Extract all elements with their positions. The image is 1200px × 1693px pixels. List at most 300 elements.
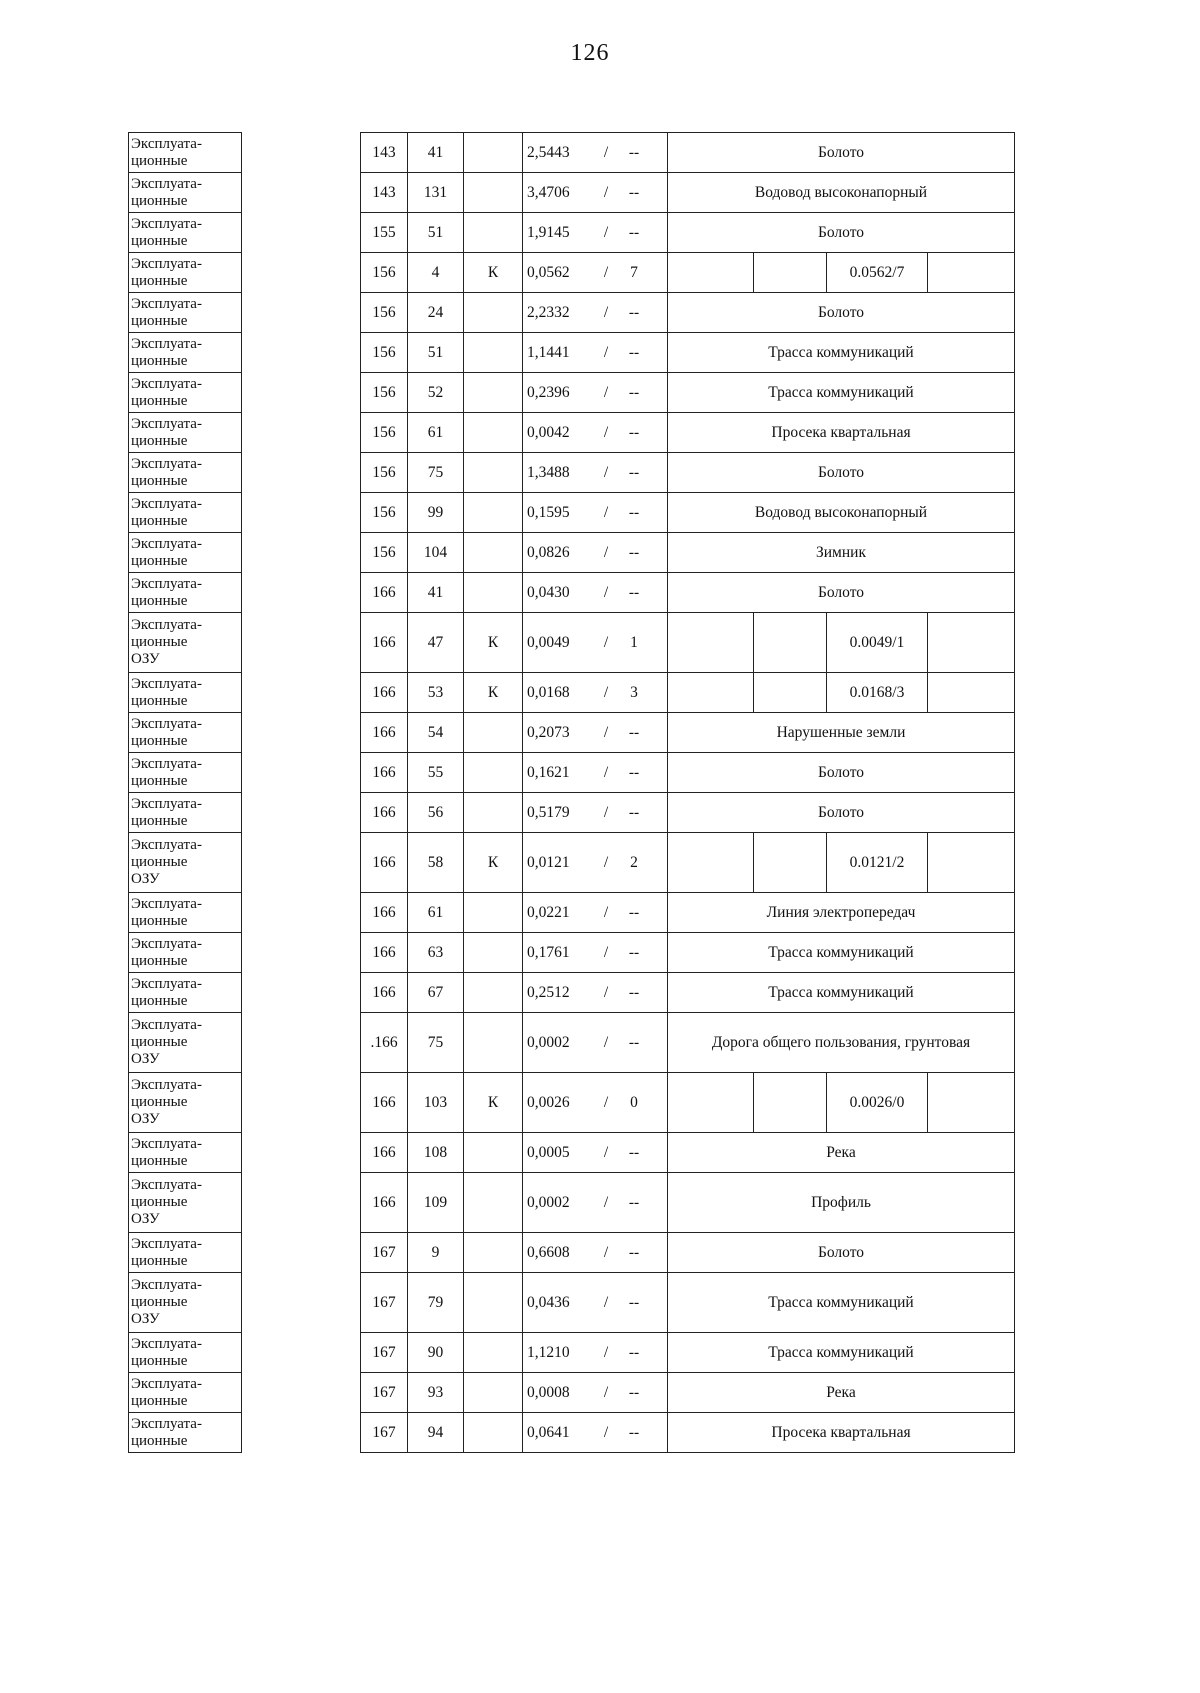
table-row xyxy=(129,833,1015,893)
table-row xyxy=(129,1133,1015,1173)
category-line: ОЗУ xyxy=(131,1310,160,1327)
category-line: Эксплуата- xyxy=(131,617,202,634)
category-cell xyxy=(129,793,242,833)
area-value: 0,0049 xyxy=(527,633,570,651)
description-cell: Нарушенные земли xyxy=(668,713,1015,753)
quarter-cell: .166 xyxy=(361,1013,408,1073)
category-line: Эксплуата- xyxy=(131,1077,202,1094)
area-separator: / xyxy=(603,1343,609,1361)
area-value: 0,1621 xyxy=(527,763,570,781)
category-line: ционные xyxy=(131,1294,188,1311)
category-cell xyxy=(129,753,242,793)
page-number: 126 xyxy=(570,40,610,66)
blank-cell xyxy=(242,1333,361,1373)
table-row xyxy=(129,493,1015,533)
category-line: ционные xyxy=(131,272,188,289)
area-cell xyxy=(523,833,668,893)
area-separator: / xyxy=(603,503,609,521)
blank-cell xyxy=(242,453,361,493)
description-cell: Дорога общего пользования, грунтовая xyxy=(668,1013,1015,1073)
split-cell-2 xyxy=(754,1073,827,1133)
description-cell: Болото xyxy=(668,133,1015,173)
category-cell xyxy=(129,833,242,893)
category-cell xyxy=(129,1273,242,1333)
area-tail: 7 xyxy=(630,263,638,281)
area-value: 2,5443 xyxy=(527,143,570,161)
plot-number-cell: 75 xyxy=(408,1013,464,1073)
area-cell xyxy=(523,253,668,293)
area-separator: / xyxy=(603,1423,609,1441)
area-tail: -- xyxy=(628,1383,640,1401)
plot-number-cell: 103 xyxy=(408,1073,464,1133)
category-line: Эксплуата- xyxy=(131,895,202,912)
description-cell: Трасса коммуникаций xyxy=(668,1273,1015,1333)
category-line: ОЗУ xyxy=(131,1210,160,1227)
category-line: Эксплуата- xyxy=(131,1375,202,1392)
description-cell: Просека квартальная xyxy=(668,1413,1015,1453)
table-row xyxy=(129,793,1015,833)
k-marker-cell xyxy=(464,1133,523,1173)
description-cell: Трасса коммуникаций xyxy=(668,1333,1015,1373)
plot-number-cell: 67 xyxy=(408,973,464,1013)
k-marker-cell xyxy=(464,293,523,333)
quarter-cell: 167 xyxy=(361,1333,408,1373)
k-marker-cell xyxy=(464,453,523,493)
split-cell-4 xyxy=(928,253,1015,293)
description-cell: Болото xyxy=(668,753,1015,793)
area-tail: -- xyxy=(628,143,640,161)
quarter-cell: 166 xyxy=(361,1133,408,1173)
area-cell xyxy=(523,173,668,213)
category-cell xyxy=(129,333,242,373)
blank-cell xyxy=(242,333,361,373)
quarter-cell: 167 xyxy=(361,1233,408,1273)
area-value: 0,0641 xyxy=(527,1423,570,1441)
quarter-cell: 156 xyxy=(361,533,408,573)
area-cell xyxy=(523,1233,668,1273)
area-separator: / xyxy=(603,303,609,321)
plot-number-cell: 75 xyxy=(408,453,464,493)
table-row xyxy=(129,293,1015,333)
plot-number-cell: 41 xyxy=(408,573,464,613)
k-marker-cell xyxy=(464,793,523,833)
quarter-cell: 156 xyxy=(361,253,408,293)
split-cell-4 xyxy=(928,833,1015,893)
area-separator: / xyxy=(603,1093,609,1111)
blank-cell xyxy=(242,373,361,413)
k-marker-cell xyxy=(464,573,523,613)
plot-number-cell: 63 xyxy=(408,933,464,973)
quarter-cell: 166 xyxy=(361,793,408,833)
split-cell-2 xyxy=(754,613,827,673)
quarter-cell: 156 xyxy=(361,333,408,373)
blank-cell xyxy=(242,1233,361,1273)
k-marker-cell xyxy=(464,373,523,413)
area-cell xyxy=(523,673,668,713)
area-cell xyxy=(523,1273,668,1333)
description-cell: Река xyxy=(668,1373,1015,1413)
area-cell xyxy=(523,1413,668,1453)
category-cell xyxy=(129,413,242,453)
blank-cell xyxy=(242,1173,361,1233)
description-cell: Просека квартальная xyxy=(668,413,1015,453)
category-cell xyxy=(129,453,242,493)
area-tail: -- xyxy=(628,943,640,961)
plot-number-cell: 99 xyxy=(408,493,464,533)
area-value: 0,0026 xyxy=(527,1093,570,1111)
category-line: ционные xyxy=(131,1352,188,1369)
category-cell xyxy=(129,533,242,573)
area-tail: -- xyxy=(628,903,640,921)
blank-cell xyxy=(242,1073,361,1133)
area-value: 1,3488 xyxy=(527,463,570,481)
table-row xyxy=(129,1273,1015,1333)
k-marker-cell: К xyxy=(464,613,523,673)
plot-number-cell: 58 xyxy=(408,833,464,893)
table-row xyxy=(129,1073,1015,1133)
category-cell xyxy=(129,713,242,753)
area-tail: -- xyxy=(628,1343,640,1361)
category-line: Эксплуата- xyxy=(131,215,202,232)
quarter-cell: 166 xyxy=(361,673,408,713)
area-value: 2,2332 xyxy=(527,303,570,321)
description-cell: Река xyxy=(668,1133,1015,1173)
area-tail: -- xyxy=(628,1293,640,1311)
blank-cell xyxy=(242,253,361,293)
quarter-cell: 166 xyxy=(361,973,408,1013)
plot-number-cell: 108 xyxy=(408,1133,464,1173)
category-cell xyxy=(129,1133,242,1173)
blank-cell xyxy=(242,673,361,713)
category-line: Эксплуата- xyxy=(131,415,202,432)
area-separator: / xyxy=(603,383,609,401)
k-marker-cell xyxy=(464,493,523,533)
category-line: ционные xyxy=(131,772,188,789)
area-separator: / xyxy=(603,803,609,821)
category-line: ционные xyxy=(131,732,188,749)
category-cell xyxy=(129,1233,242,1273)
blank-cell xyxy=(242,173,361,213)
category-line: ционные xyxy=(131,1432,188,1449)
quarter-cell: 156 xyxy=(361,373,408,413)
quarter-cell: 156 xyxy=(361,493,408,533)
category-cell xyxy=(129,973,242,1013)
area-value: 0,0121 xyxy=(527,853,570,871)
area-separator: / xyxy=(603,983,609,1001)
blank-cell xyxy=(242,973,361,1013)
area-separator: / xyxy=(603,263,609,281)
description-cell: Водовод высоконапорный xyxy=(668,173,1015,213)
area-cell xyxy=(523,413,668,453)
plot-number-cell: 90 xyxy=(408,1333,464,1373)
area-separator: / xyxy=(603,1293,609,1311)
blank-cell xyxy=(242,933,361,973)
category-line: Эксплуата- xyxy=(131,295,202,312)
blank-cell xyxy=(242,493,361,533)
split-cell-1 xyxy=(668,613,754,673)
k-marker-cell: К xyxy=(464,1073,523,1133)
category-cell xyxy=(129,1013,242,1073)
area-tail: 3 xyxy=(630,683,638,701)
area-tail: -- xyxy=(628,983,640,1001)
plot-number-cell: 79 xyxy=(408,1273,464,1333)
area-separator: / xyxy=(603,143,609,161)
category-line: ционные xyxy=(131,634,188,651)
plot-number-cell: 93 xyxy=(408,1373,464,1413)
split-cell-2 xyxy=(754,253,827,293)
area-value: 0,0168 xyxy=(527,683,570,701)
category-line: ционные xyxy=(131,592,188,609)
quarter-cell: 143 xyxy=(361,133,408,173)
area-tail: 0 xyxy=(630,1093,638,1111)
k-marker-cell xyxy=(464,933,523,973)
table-row xyxy=(129,1233,1015,1273)
category-cell xyxy=(129,293,242,333)
plot-number-cell: 61 xyxy=(408,413,464,453)
quarter-cell: 166 xyxy=(361,893,408,933)
k-marker-cell xyxy=(464,1333,523,1373)
category-line: ционные xyxy=(131,472,188,489)
area-value: 0,0005 xyxy=(527,1143,570,1161)
table-row xyxy=(129,373,1015,413)
category-cell xyxy=(129,613,242,673)
category-cell xyxy=(129,213,242,253)
area-tail: -- xyxy=(628,223,640,241)
category-cell xyxy=(129,1413,242,1453)
quarter-cell: 156 xyxy=(361,293,408,333)
plot-number-cell: 51 xyxy=(408,213,464,253)
plot-number-cell: 9 xyxy=(408,1233,464,1273)
plot-number-cell: 56 xyxy=(408,793,464,833)
area-cell xyxy=(523,573,668,613)
area-tail: -- xyxy=(628,583,640,601)
description-cell: Болото xyxy=(668,573,1015,613)
k-marker-cell xyxy=(464,753,523,793)
blank-cell xyxy=(242,213,361,253)
plot-number-cell: 55 xyxy=(408,753,464,793)
category-line: Эксплуата- xyxy=(131,1415,202,1432)
category-line: Эксплуата- xyxy=(131,375,202,392)
area-value: 0,0436 xyxy=(527,1293,570,1311)
description-cell: Трасса коммуникаций xyxy=(668,973,1015,1013)
area-separator: / xyxy=(603,583,609,601)
k-marker-cell: К xyxy=(464,673,523,713)
table-row xyxy=(129,1333,1015,1373)
k-marker-cell xyxy=(464,713,523,753)
category-line: ционные xyxy=(131,692,188,709)
area-tail: -- xyxy=(628,463,640,481)
plot-number-cell: 53 xyxy=(408,673,464,713)
blank-cell xyxy=(242,133,361,173)
category-line: Эксплуата- xyxy=(131,715,202,732)
category-line: Эксплуата- xyxy=(131,795,202,812)
area-cell xyxy=(523,1173,668,1233)
category-line: Эксплуата- xyxy=(131,135,202,152)
split-cell-2 xyxy=(754,833,827,893)
plot-number-cell: 51 xyxy=(408,333,464,373)
category-line: ционные xyxy=(131,192,188,209)
split-value-cell: 0.0562/7 xyxy=(827,253,928,293)
area-value: 0,0221 xyxy=(527,903,570,921)
blank-cell xyxy=(242,533,361,573)
category-cell xyxy=(129,893,242,933)
area-cell xyxy=(523,973,668,1013)
area-value: 0,0008 xyxy=(527,1383,570,1401)
category-line: Эксплуата- xyxy=(131,255,202,272)
k-marker-cell: К xyxy=(464,833,523,893)
area-tail: -- xyxy=(628,1423,640,1441)
k-marker-cell xyxy=(464,173,523,213)
area-value: 1,1210 xyxy=(527,1343,570,1361)
category-line: ционные xyxy=(131,552,188,569)
category-cell xyxy=(129,573,242,613)
plot-number-cell: 61 xyxy=(408,893,464,933)
area-separator: / xyxy=(603,1383,609,1401)
blank-cell xyxy=(242,833,361,893)
table-row xyxy=(129,253,1015,293)
blank-cell xyxy=(242,753,361,793)
description-cell: Болото xyxy=(668,293,1015,333)
table-row xyxy=(129,673,1015,713)
quarter-cell: 166 xyxy=(361,753,408,793)
description-cell: Профиль xyxy=(668,1173,1015,1233)
quarter-cell: 156 xyxy=(361,453,408,493)
table-row xyxy=(129,1013,1015,1073)
area-separator: / xyxy=(603,1143,609,1161)
k-marker-cell xyxy=(464,1413,523,1453)
land-plots-table xyxy=(128,132,1015,1453)
area-tail: 2 xyxy=(630,853,638,871)
area-cell xyxy=(523,933,668,973)
area-tail: -- xyxy=(628,543,640,561)
blank-cell xyxy=(242,1273,361,1333)
area-tail: 1 xyxy=(630,633,638,651)
area-cell xyxy=(523,793,668,833)
split-cell-1 xyxy=(668,253,754,293)
area-value: 0,5179 xyxy=(527,803,570,821)
area-value: 0,0826 xyxy=(527,543,570,561)
quarter-cell: 166 xyxy=(361,713,408,753)
category-line: ционные xyxy=(131,352,188,369)
category-line: Эксплуата- xyxy=(131,675,202,692)
plot-number-cell: 54 xyxy=(408,713,464,753)
area-cell xyxy=(523,753,668,793)
category-line: ционные xyxy=(131,392,188,409)
table-row xyxy=(129,1413,1015,1453)
area-value: 0,6608 xyxy=(527,1243,570,1261)
area-tail: -- xyxy=(628,1243,640,1261)
area-cell xyxy=(523,1373,668,1413)
split-cell-4 xyxy=(928,613,1015,673)
split-value-cell: 0.0168/3 xyxy=(827,673,928,713)
area-cell xyxy=(523,293,668,333)
area-separator: / xyxy=(603,183,609,201)
category-line: Эксплуата- xyxy=(131,535,202,552)
category-cell xyxy=(129,373,242,413)
split-cell-1 xyxy=(668,833,754,893)
table-row xyxy=(129,413,1015,453)
quarter-cell: 167 xyxy=(361,1413,408,1453)
category-line: ционные xyxy=(131,1152,188,1169)
category-line: ционные xyxy=(131,1252,188,1269)
blank-cell xyxy=(242,893,361,933)
plot-number-cell: 24 xyxy=(408,293,464,333)
quarter-cell: 167 xyxy=(361,1373,408,1413)
area-value: 3,4706 xyxy=(527,183,570,201)
table-row xyxy=(129,713,1015,753)
k-marker-cell xyxy=(464,533,523,573)
category-line: Эксплуата- xyxy=(131,575,202,592)
category-line: ционные xyxy=(131,232,188,249)
category-line: ционные xyxy=(131,312,188,329)
area-value: 0,0002 xyxy=(527,1033,570,1051)
area-separator: / xyxy=(603,1193,609,1211)
category-line: ционные xyxy=(131,1392,188,1409)
quarter-cell: 167 xyxy=(361,1273,408,1333)
description-cell: Зимник xyxy=(668,533,1015,573)
category-line: Эксплуата- xyxy=(131,1277,202,1294)
area-value: 1,1441 xyxy=(527,343,570,361)
k-marker-cell xyxy=(464,1373,523,1413)
plot-number-cell: 94 xyxy=(408,1413,464,1453)
k-marker-cell xyxy=(464,1013,523,1073)
description-cell: Трасса коммуникаций xyxy=(668,373,1015,413)
description-cell: Трасса коммуникаций xyxy=(668,333,1015,373)
area-separator: / xyxy=(603,1243,609,1261)
table-row xyxy=(129,133,1015,173)
category-line: ОЗУ xyxy=(131,870,160,887)
area-value: 0,0002 xyxy=(527,1193,570,1211)
split-cell-4 xyxy=(928,1073,1015,1133)
table-body xyxy=(129,133,1015,1453)
area-separator: / xyxy=(603,683,609,701)
category-line: ционные xyxy=(131,992,188,1009)
quarter-cell: 155 xyxy=(361,213,408,253)
category-line: ционные xyxy=(131,1034,188,1051)
table-row xyxy=(129,973,1015,1013)
blank-cell xyxy=(242,713,361,753)
description-cell: Болото xyxy=(668,213,1015,253)
area-cell xyxy=(523,1333,668,1373)
blank-cell xyxy=(242,293,361,333)
area-value: 0,2512 xyxy=(527,983,570,1001)
area-cell xyxy=(523,453,668,493)
category-line: ционные xyxy=(131,854,188,871)
k-marker-cell xyxy=(464,133,523,173)
area-tail: -- xyxy=(628,343,640,361)
area-value: 1,9145 xyxy=(527,223,570,241)
category-line: Эксплуата- xyxy=(131,1177,202,1194)
area-tail: -- xyxy=(628,1033,640,1051)
category-cell xyxy=(129,133,242,173)
area-cell xyxy=(523,893,668,933)
split-cell-4 xyxy=(928,673,1015,713)
category-cell xyxy=(129,1173,242,1233)
plot-number-cell: 109 xyxy=(408,1173,464,1233)
description-cell: Болото xyxy=(668,453,1015,493)
category-line: ОЗУ xyxy=(131,650,160,667)
quarter-cell: 166 xyxy=(361,1073,408,1133)
blank-cell xyxy=(242,413,361,453)
k-marker-cell xyxy=(464,213,523,253)
blank-cell xyxy=(242,573,361,613)
table-row xyxy=(129,213,1015,253)
area-separator: / xyxy=(603,1033,609,1051)
area-tail: -- xyxy=(628,183,640,201)
blank-cell xyxy=(242,793,361,833)
category-line: Эксплуата- xyxy=(131,1017,202,1034)
table-row xyxy=(129,753,1015,793)
